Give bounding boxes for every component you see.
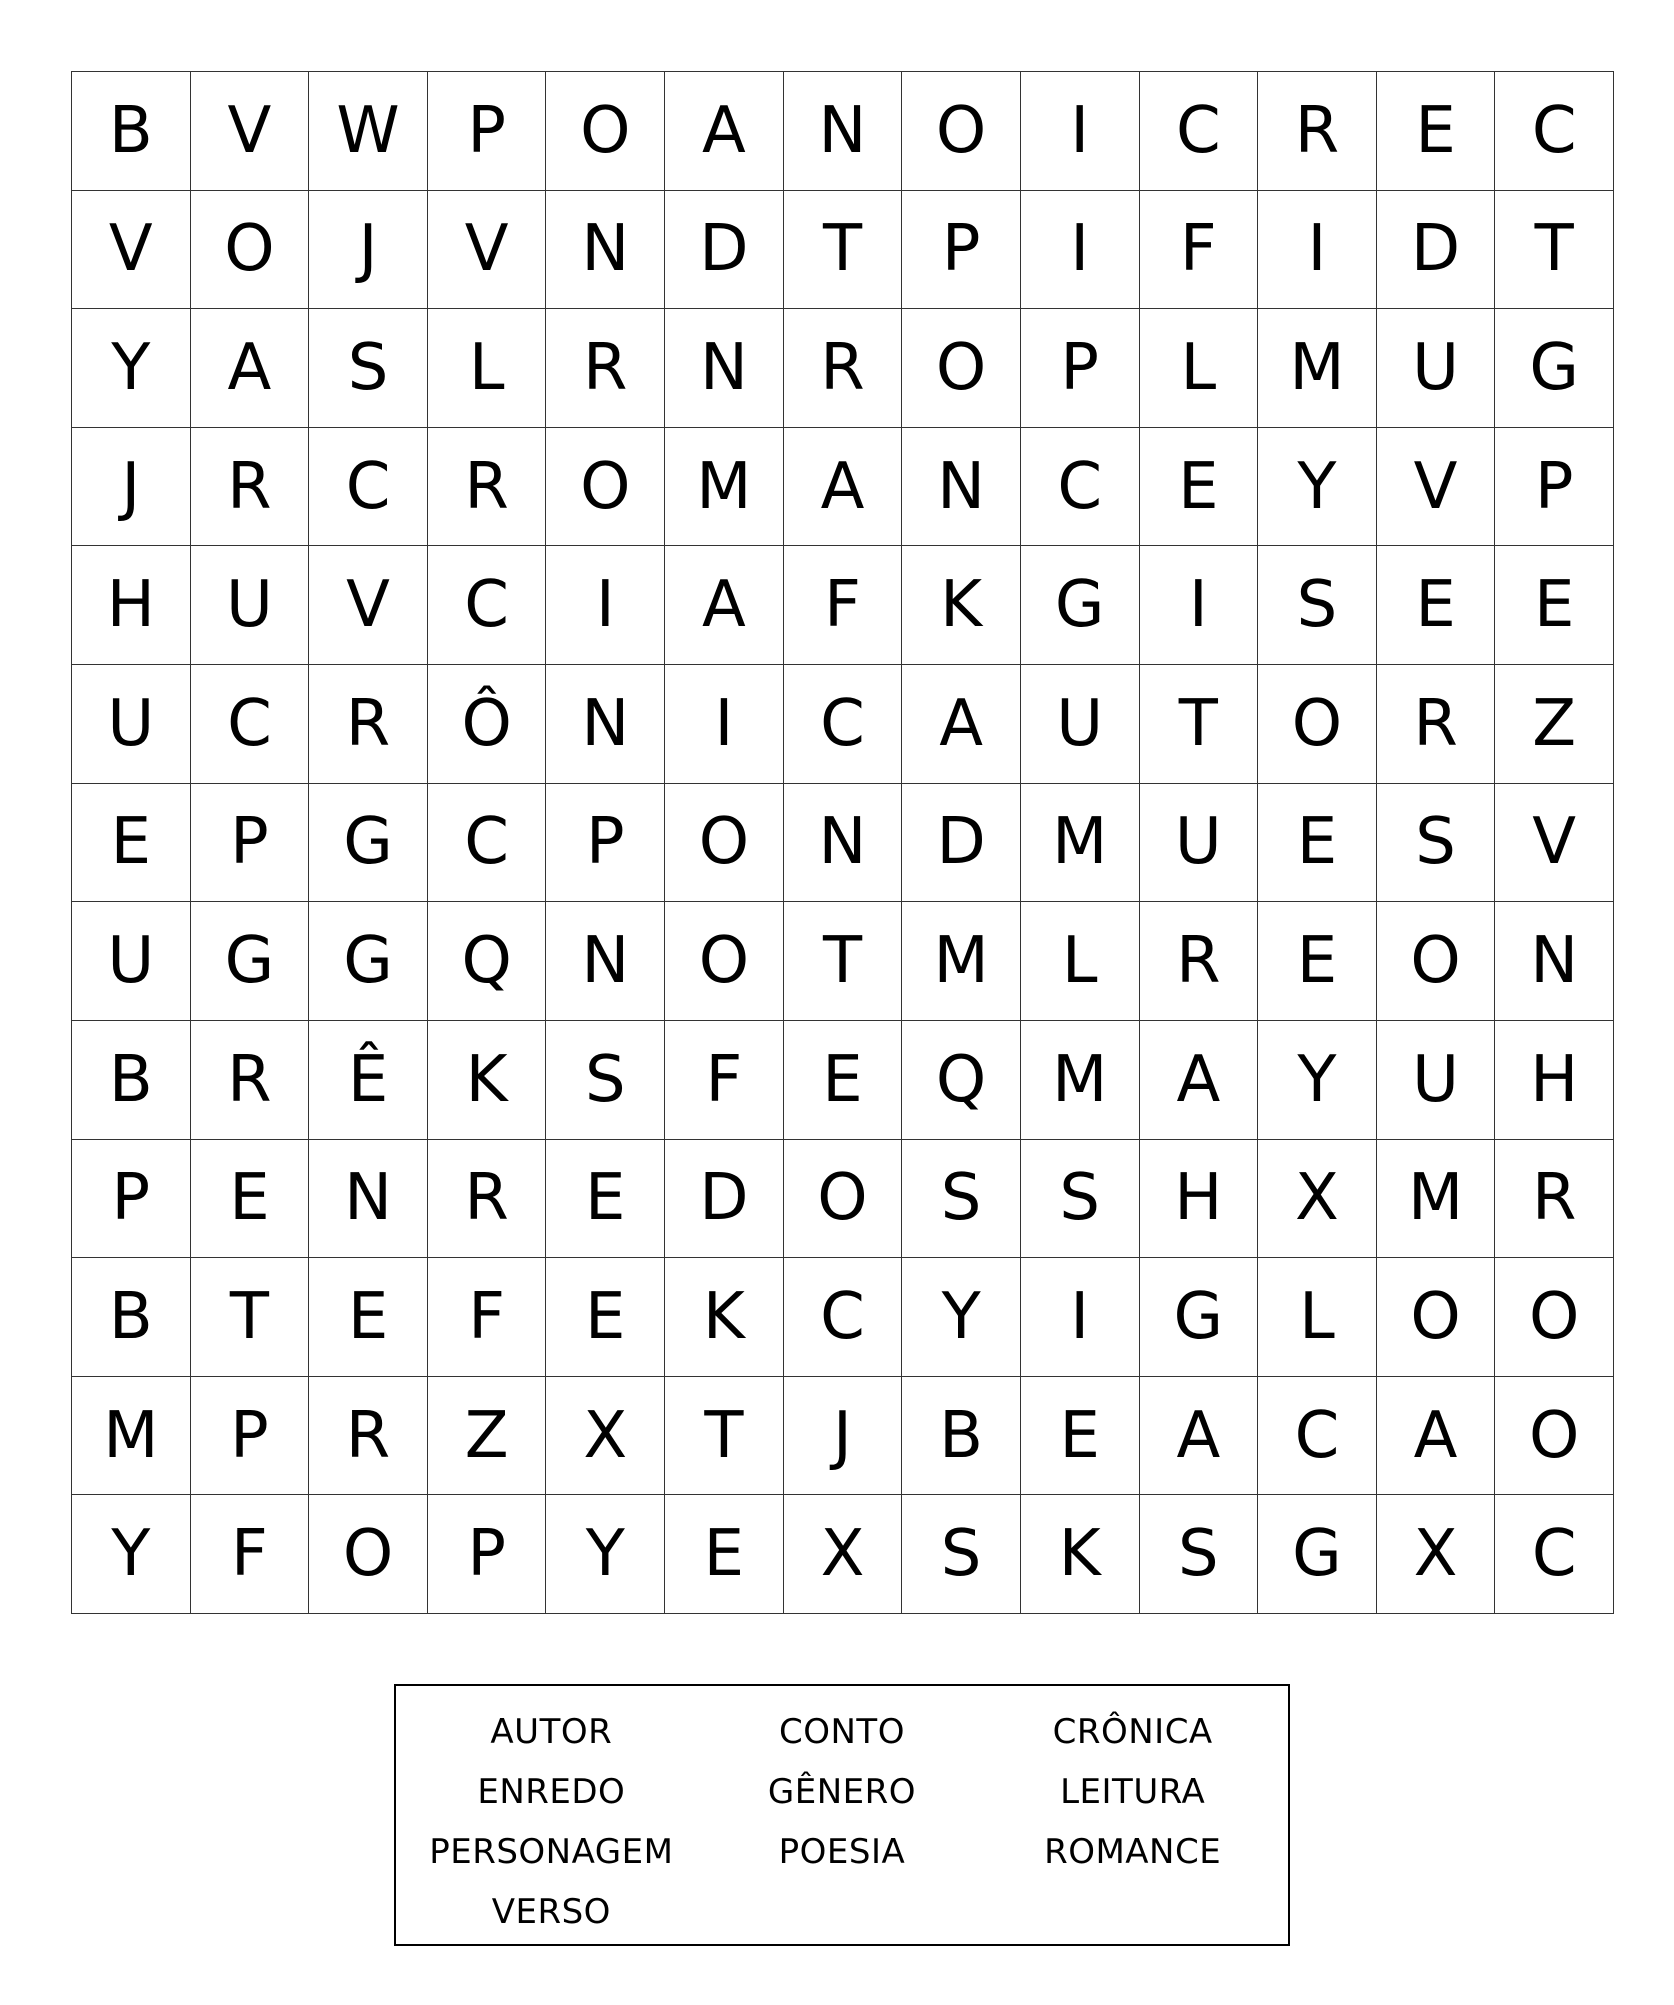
grid-cell[interactable]: A	[1377, 1377, 1496, 1496]
grid-cell[interactable]: V	[1377, 428, 1496, 547]
grid-cell[interactable]: U	[1377, 309, 1496, 428]
grid-cell[interactable]: O	[665, 902, 784, 1021]
grid-cell[interactable]: I	[1021, 72, 1140, 191]
grid-cell[interactable]: B	[902, 1377, 1021, 1496]
grid-cell[interactable]: R	[428, 428, 547, 547]
grid-cell[interactable]: C	[428, 784, 547, 903]
grid-cell[interactable]: C	[191, 665, 310, 784]
grid-cell[interactable]: M	[1377, 1140, 1496, 1259]
grid-cell[interactable]: X	[784, 1495, 903, 1614]
grid-cell[interactable]: G	[1140, 1258, 1259, 1377]
word-list-item: AUTOR	[490, 1712, 613, 1752]
grid-cell[interactable]: K	[1021, 1495, 1140, 1614]
grid-cell[interactable]: I	[1021, 191, 1140, 310]
grid-cell[interactable]: U	[1021, 665, 1140, 784]
grid-cell[interactable]: A	[665, 72, 784, 191]
grid-cell[interactable]: Ô	[428, 665, 547, 784]
grid-cell[interactable]: R	[784, 309, 903, 428]
grid-cell[interactable]: R	[191, 428, 310, 547]
grid-cell[interactable]: U	[1377, 1021, 1496, 1140]
grid-cell[interactable]: C	[784, 665, 903, 784]
grid-cell[interactable]: Z	[428, 1377, 547, 1496]
word-list-item: CRÔNICA	[1052, 1712, 1213, 1752]
grid-cell[interactable]: T	[784, 902, 903, 1021]
word-list-item: ROMANCE	[1044, 1832, 1222, 1872]
grid-cell[interactable]: C	[1021, 428, 1140, 547]
word-list-item: ENREDO	[477, 1772, 626, 1812]
grid-cell[interactable]: E	[546, 1258, 665, 1377]
grid-cell[interactable]: P	[191, 784, 310, 903]
grid-cell[interactable]: I	[546, 546, 665, 665]
grid-cell[interactable]: K	[665, 1258, 784, 1377]
grid-cell[interactable]: G	[1258, 1495, 1377, 1614]
grid-cell[interactable]: R	[1377, 665, 1496, 784]
grid-cell[interactable]: I	[1021, 1258, 1140, 1377]
grid-cell[interactable]: E	[1495, 546, 1614, 665]
grid-cell[interactable]: H	[1140, 1140, 1259, 1259]
grid-cell[interactable]: K	[902, 546, 1021, 665]
grid-cell[interactable]: P	[428, 1495, 547, 1614]
grid-cell[interactable]: X	[546, 1377, 665, 1496]
grid-cell[interactable]: G	[309, 902, 428, 1021]
grid-cell[interactable]: B	[72, 1021, 191, 1140]
grid-cell[interactable]: X	[1377, 1495, 1496, 1614]
word-list-item: VERSO	[491, 1892, 611, 1932]
grid-cell[interactable]: N	[665, 309, 784, 428]
grid-cell[interactable]: S	[1258, 546, 1377, 665]
grid-cell[interactable]: E	[1021, 1377, 1140, 1496]
grid-cell[interactable]: N	[1495, 902, 1614, 1021]
grid-cell[interactable]: N	[546, 191, 665, 310]
grid-cell[interactable]: R	[1140, 902, 1259, 1021]
grid-cell[interactable]: E	[546, 1140, 665, 1259]
grid-cell[interactable]: P	[428, 72, 547, 191]
grid-cell[interactable]: N	[902, 428, 1021, 547]
grid-cell[interactable]: R	[1258, 72, 1377, 191]
grid-cell[interactable]: M	[902, 902, 1021, 1021]
grid-cell[interactable]: S	[1140, 1495, 1259, 1614]
grid-cell[interactable]: U	[72, 902, 191, 1021]
grid-cell[interactable]: T	[1140, 665, 1259, 784]
grid-cell[interactable]: F	[665, 1021, 784, 1140]
grid-cell[interactable]: O	[1377, 902, 1496, 1021]
grid-cell[interactable]: S	[546, 1021, 665, 1140]
grid-cell[interactable]: V	[309, 546, 428, 665]
grid-cell[interactable]: F	[784, 546, 903, 665]
grid-cell[interactable]: M	[1021, 784, 1140, 903]
grid-cell[interactable]: G	[191, 902, 310, 1021]
grid-cell[interactable]: P	[546, 784, 665, 903]
grid-cell[interactable]: O	[902, 309, 1021, 428]
word-list-item: CONTO	[779, 1712, 905, 1752]
grid-cell[interactable]: P	[1495, 428, 1614, 547]
grid-cell[interactable]: Y	[1258, 428, 1377, 547]
grid-cell[interactable]: O	[309, 1495, 428, 1614]
grid-cell[interactable]: N	[309, 1140, 428, 1259]
grid-cell[interactable]: D	[1377, 191, 1496, 310]
grid-cell[interactable]: S	[309, 309, 428, 428]
grid-cell[interactable]: H	[72, 546, 191, 665]
word-list-item: POESIA	[778, 1832, 906, 1872]
grid-cell[interactable]: E	[1377, 546, 1496, 665]
grid-cell[interactable]: A	[665, 546, 784, 665]
grid-cell[interactable]: O	[902, 72, 1021, 191]
grid-cell[interactable]: O	[1377, 1258, 1496, 1377]
word-list-item: PERSONAGEM	[429, 1832, 674, 1872]
grid-cell[interactable]: T	[784, 191, 903, 310]
grid-cell[interactable]: V	[428, 191, 547, 310]
grid-cell[interactable]: I	[665, 665, 784, 784]
grid-cell[interactable]: U	[191, 546, 310, 665]
grid-cell[interactable]: A	[191, 309, 310, 428]
grid-cell[interactable]: S	[902, 1140, 1021, 1259]
grid-cell[interactable]: Q	[902, 1021, 1021, 1140]
grid-cell[interactable]: P	[902, 191, 1021, 310]
grid-cell[interactable]: J	[72, 428, 191, 547]
grid-cell[interactable]: Y	[72, 309, 191, 428]
grid-cell[interactable]: O	[191, 191, 310, 310]
grid-cell[interactable]: F	[191, 1495, 310, 1614]
grid-cell[interactable]: E	[1377, 72, 1496, 191]
grid-cell[interactable]: V	[72, 191, 191, 310]
grid-cell[interactable]: O	[1258, 665, 1377, 784]
grid-cell[interactable]: E	[1258, 902, 1377, 1021]
grid-cell[interactable]: O	[1495, 1258, 1614, 1377]
grid-cell[interactable]: X	[1258, 1140, 1377, 1259]
grid-cell[interactable]: L	[428, 309, 547, 428]
grid-cell[interactable]: R	[546, 309, 665, 428]
word-list-item: LEITURA	[1060, 1772, 1206, 1812]
grid-cell[interactable]: V	[1495, 784, 1614, 903]
grid-cell[interactable]: P	[191, 1377, 310, 1496]
grid-cell[interactable]: Q	[428, 902, 547, 1021]
grid-cell[interactable]: Z	[1495, 665, 1614, 784]
grid-cell[interactable]: B	[72, 72, 191, 191]
grid-cell[interactable]: C	[1495, 72, 1614, 191]
grid-cell[interactable]: G	[309, 784, 428, 903]
grid-cell[interactable]: W	[309, 72, 428, 191]
grid-cell[interactable]: E	[665, 1495, 784, 1614]
word-list	[394, 1684, 1290, 1946]
grid-cell[interactable]: O	[665, 784, 784, 903]
grid-cell[interactable]: C	[1140, 72, 1259, 191]
grid-cell[interactable]: O	[1495, 1377, 1614, 1496]
grid-cell[interactable]: R	[309, 1377, 428, 1496]
grid-cell[interactable]: C	[309, 428, 428, 547]
grid-cell[interactable]: H	[1495, 1021, 1614, 1140]
grid-cell[interactable]: K	[428, 1021, 547, 1140]
letter-grid	[71, 71, 1614, 1614]
grid-cell[interactable]: A	[1140, 1377, 1259, 1496]
grid-cell[interactable]: L	[1140, 309, 1259, 428]
grid-cell[interactable]: A	[1140, 1021, 1259, 1140]
grid-cell[interactable]: S	[1377, 784, 1496, 903]
grid-cell[interactable]: E	[309, 1258, 428, 1377]
grid-cell[interactable]: E	[784, 1021, 903, 1140]
grid-cell[interactable]: U	[1140, 784, 1259, 903]
grid-cell[interactable]: N	[546, 902, 665, 1021]
grid-cell[interactable]: R	[191, 1021, 310, 1140]
grid-cell[interactable]: A	[784, 428, 903, 547]
grid-cell[interactable]: L	[1258, 1258, 1377, 1377]
grid-cell[interactable]: O	[546, 72, 665, 191]
grid-cell[interactable]: S	[902, 1495, 1021, 1614]
grid-cell[interactable]: G	[1495, 309, 1614, 428]
grid-cell[interactable]: I	[1140, 546, 1259, 665]
grid-cell[interactable]: D	[902, 784, 1021, 903]
grid-cell[interactable]: M	[665, 428, 784, 547]
grid-cell[interactable]: V	[191, 72, 310, 191]
grid-cell[interactable]: T	[191, 1258, 310, 1377]
grid-cell[interactable]: N	[546, 665, 665, 784]
grid-cell[interactable]: C	[428, 546, 547, 665]
grid-cell[interactable]: R	[428, 1140, 547, 1259]
grid-cell[interactable]: C	[1258, 1377, 1377, 1496]
grid-cell[interactable]: C	[1495, 1495, 1614, 1614]
grid-cell[interactable]: P	[1021, 309, 1140, 428]
grid-cell[interactable]: Y	[546, 1495, 665, 1614]
grid-cell[interactable]: Ê	[309, 1021, 428, 1140]
grid-cell[interactable]: M	[72, 1377, 191, 1496]
grid-cell[interactable]: D	[665, 1140, 784, 1259]
grid-cell[interactable]: J	[309, 191, 428, 310]
word-list-item: GÊNERO	[767, 1772, 917, 1812]
grid-cell[interactable]: P	[72, 1140, 191, 1259]
grid-cell[interactable]: T	[1495, 191, 1614, 310]
grid-cell[interactable]: S	[1021, 1140, 1140, 1259]
grid-cell[interactable]: O	[546, 428, 665, 547]
grid-cell[interactable]: A	[902, 665, 1021, 784]
grid-cell[interactable]: N	[784, 784, 903, 903]
grid-cell[interactable]: E	[191, 1140, 310, 1259]
grid-cell[interactable]: Y	[902, 1258, 1021, 1377]
grid-cell[interactable]: R	[309, 665, 428, 784]
grid-cell[interactable]: I	[1258, 191, 1377, 310]
grid-cell[interactable]: N	[784, 72, 903, 191]
grid-cell[interactable]: J	[784, 1377, 903, 1496]
grid-cell[interactable]: M	[1021, 1021, 1140, 1140]
grid-cell[interactable]: L	[1021, 902, 1140, 1021]
grid-cell[interactable]: T	[665, 1377, 784, 1496]
grid-cell[interactable]: C	[784, 1258, 903, 1377]
grid-cell[interactable]: G	[1021, 546, 1140, 665]
grid-cell[interactable]: Y	[72, 1495, 191, 1614]
grid-cell[interactable]: D	[665, 191, 784, 310]
grid-cell[interactable]: M	[1258, 309, 1377, 428]
grid-cell[interactable]: F	[428, 1258, 547, 1377]
grid-cell[interactable]: E	[72, 784, 191, 903]
grid-cell[interactable]: U	[72, 665, 191, 784]
grid-cell[interactable]: B	[72, 1258, 191, 1377]
grid-cell[interactable]: F	[1140, 191, 1259, 310]
grid-cell[interactable]: O	[784, 1140, 903, 1259]
grid-cell[interactable]: R	[1495, 1140, 1614, 1259]
grid-cell[interactable]: E	[1258, 784, 1377, 903]
grid-cell[interactable]: E	[1140, 428, 1259, 547]
grid-cell[interactable]: Y	[1258, 1021, 1377, 1140]
